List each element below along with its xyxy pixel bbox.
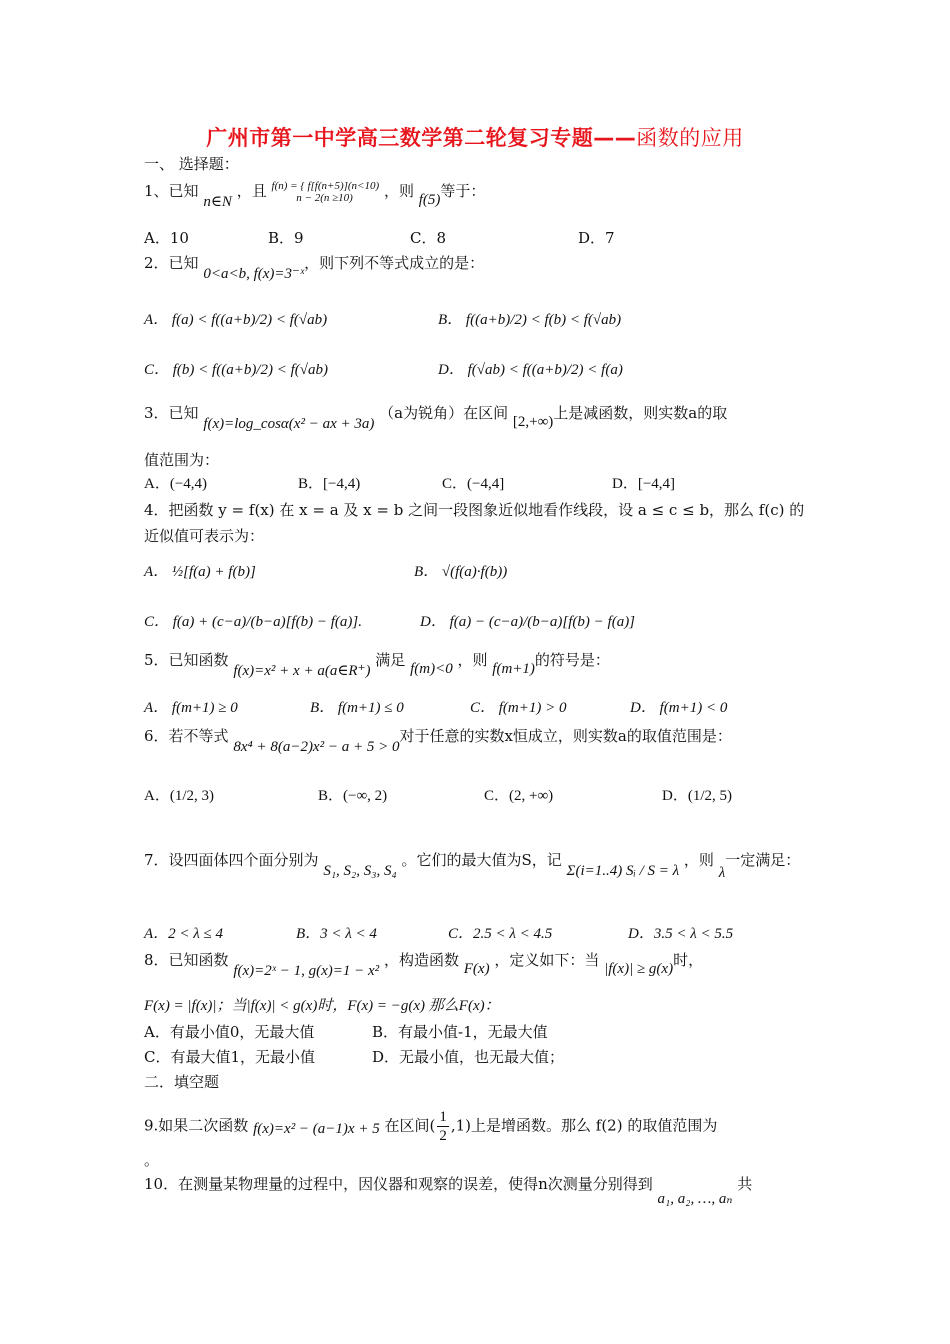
q5-option-c: C． f(m+1) > 0 [470,700,567,716]
q8-expr2: F(x) [463,961,490,977]
q10-expr: a₁, a₂, …, aₙ [657,1191,733,1207]
question-3 [144,403,728,432]
q8-option-c: C．有最大值1，无最小值 [144,1048,316,1066]
q3-continuation: 值范围为： [144,451,220,469]
q1-expr-n: n∈N [203,194,232,210]
q10-tail: 共 [737,1175,753,1193]
q9-fraction-den: 2 [439,1128,447,1144]
q8-text-d: 时， [673,951,704,969]
q7-option-c: C．2.5 < λ < 4.5 [448,926,553,942]
q7-expr: S₁, S₂, S₃, S₄ [323,863,397,879]
q9-text: 9.如果二次函数 [144,1116,249,1135]
q3-expr: f(x)=log_cosα(x² − ax + 3a) [203,416,375,432]
q1-piecewise: f(n) = { f[f(n+5)](n<10) n − 2(n ≥10) [271,180,380,204]
q6-option-c: C．(2, +∞) [484,788,554,804]
q4-option-a: A． ½[f(a) + f(b)] [144,564,256,580]
q8-option-d: D．无最小值，也无最大值； [372,1048,565,1066]
question-10 [144,1174,753,1207]
q7-expr2: Σ(i=1..4) Sᵢ / S = λ [566,863,680,879]
q7-text-d: 一定满足： [725,851,801,869]
q3-interval: [2,+∞) [512,414,554,430]
section-fill-heading: 二．填空题 [144,1073,220,1091]
q8-text-b: ，构造函数 [383,951,459,969]
q9-text-c: ,1)上是增函数。那么 f(2) 的取值范围为 [450,1116,718,1135]
q2-option-c: C． f(b) < f((a+b)/2) < f(√ab) [144,362,328,378]
q8-text: 8．已知函数 [144,951,229,969]
q2-option-b: B． f((a+b)/2) < f(b) < f(√ab) [438,312,622,328]
q4-continuation: 近似值可表示为： [144,527,265,545]
q7-text: 7．设四面体四个面分别为 [144,851,319,869]
q1-option-b: B．9 [268,229,304,247]
q1-text-b: ，且 [236,182,267,200]
q9-fraction [437,1108,449,1145]
q4-option-c: C． f(a) + (c−a)/(b−a)[f(b) − f(a)]. [144,614,362,630]
q4-option-b: B． √(f(a)·f(b)) [414,564,508,580]
question-1 [144,180,486,210]
q8-text-c: ，定义如下：当 [494,951,600,969]
q7-expr3: λ [718,865,726,881]
q9-expr: f(x)=x² − (a−1)x + 5 [253,1120,380,1137]
q5-text-c: ，则 [457,651,488,669]
q5-text-d: 的符号是： [534,651,610,669]
q6-option-b: B．(−∞, 2) [318,788,388,804]
q9-continuation: 。 [144,1151,160,1169]
q1-option-a: A．10 [144,229,189,247]
question-8 [144,950,704,979]
q6-option-a: A．(1/2, 3) [144,788,214,804]
question-4: 4．把函数 y = f(x) 在 x = a 及 x = b 之间一段图象近似地看作线段，设 a ≤ c ≤ b，那么 f(c) 的 [144,501,805,519]
question-9 [144,1108,717,1145]
q8-continuation: F(x) = |f(x)|；当|f(x)| < g(x)时，F(x) = −g(x) 那么F(x)： [144,998,500,1014]
q9-fraction-num: 1 [439,1109,447,1125]
q1-expr-f5: f(5) [418,192,441,208]
q6-expr: 8x⁴ + 8(a−2)x² − a + 5 > 0 [233,739,400,755]
q10-text: 10．在测量某物理量的过程中，因仪器和观察的误差，使得n次测量分别得到 [144,1175,653,1193]
q1-option-d: D．7 [578,229,615,247]
question-2 [144,253,485,282]
q5-expr3: f(m+1) [492,661,535,677]
q7-option-b: B．3 < λ < 4 [296,926,377,942]
q3-text-b: （a为锐角）在区间 [379,404,509,422]
q3-option-d: D．[−4,4] [612,476,676,492]
q7-text-c: ，则 [683,851,714,869]
q7-text-b: 。它们的最大值为S，记 [401,851,562,869]
q5-expr2: f(m)<0 [410,661,453,677]
q5-option-b: B． f(m+1) ≤ 0 [310,700,404,716]
q8-expr: f(x)=2ˣ − 1, g(x)=1 − x² [233,963,380,979]
q5-option-d: D． f(m+1) < 0 [630,700,728,716]
q6-text-b: 对于任意的实数x恒成立，则实数a的取值范围是： [399,727,732,745]
q5-option-a: A． f(m+1) ≥ 0 [144,700,238,716]
q3-option-a: A．(−4,4) [144,476,208,492]
q2-text-b: ，则下列不等式成立的是： [304,254,485,272]
q1-text: 1、已知 [144,182,199,200]
q8-option-a: A．有最小值0，无最大值 [144,1023,315,1041]
q3-text-c: 上是减函数，则实数a的取 [553,404,728,422]
page-title [0,122,950,152]
q6-text: 6．若不等式 [144,727,229,745]
q2-expr: 0<a<b, f(x)=3⁻ˣ [203,266,305,282]
q7-option-a: A．2 < λ ≤ 4 [144,926,224,942]
q1-option-c: C．8 [410,229,447,247]
q3-text: 3．已知 [144,404,199,422]
q4-option-d: D． f(a) − (c−a)/(b−a)[f(b) − f(a)] [420,614,636,630]
q2-option-a: A． f(a) < f((a+b)/2) < f(√ab) [144,312,328,328]
q2-option-d: D． f(√ab) < f((a+b)/2) < f(a) [438,362,623,378]
q8-option-b: B．有最小值-1，无最大值 [372,1023,548,1041]
q8-expr3: |f(x)| ≥ g(x) [604,961,674,977]
title-main: 广州市第一中学高三数学第二轮复习专题—— [206,126,637,150]
q5-expr: f(x)=x² + x + a(a∈R⁺) [233,663,371,679]
q2-text: 2．已知 [144,254,199,272]
q1-text-c: ，则 [383,182,414,200]
q5-text: 5．已知函数 [144,651,229,669]
q3-option-c: C．(−4,4] [442,476,505,492]
q3-option-b: B．[−4,4) [298,476,361,492]
q5-text-b: 满足 [375,651,406,669]
q6-option-d: D．(1/2, 5) [662,788,732,804]
q1-text-d: 等于： [440,182,486,200]
section-choice-heading: 一、 选择题： [144,155,239,173]
question-6 [144,726,732,755]
question-7 [144,850,801,881]
q9-text-b: 在区间( [384,1116,436,1135]
title-tail: 函数的应用 [636,126,744,150]
question-5 [144,650,610,679]
q7-option-d: D．3.5 < λ < 5.5 [628,926,734,942]
